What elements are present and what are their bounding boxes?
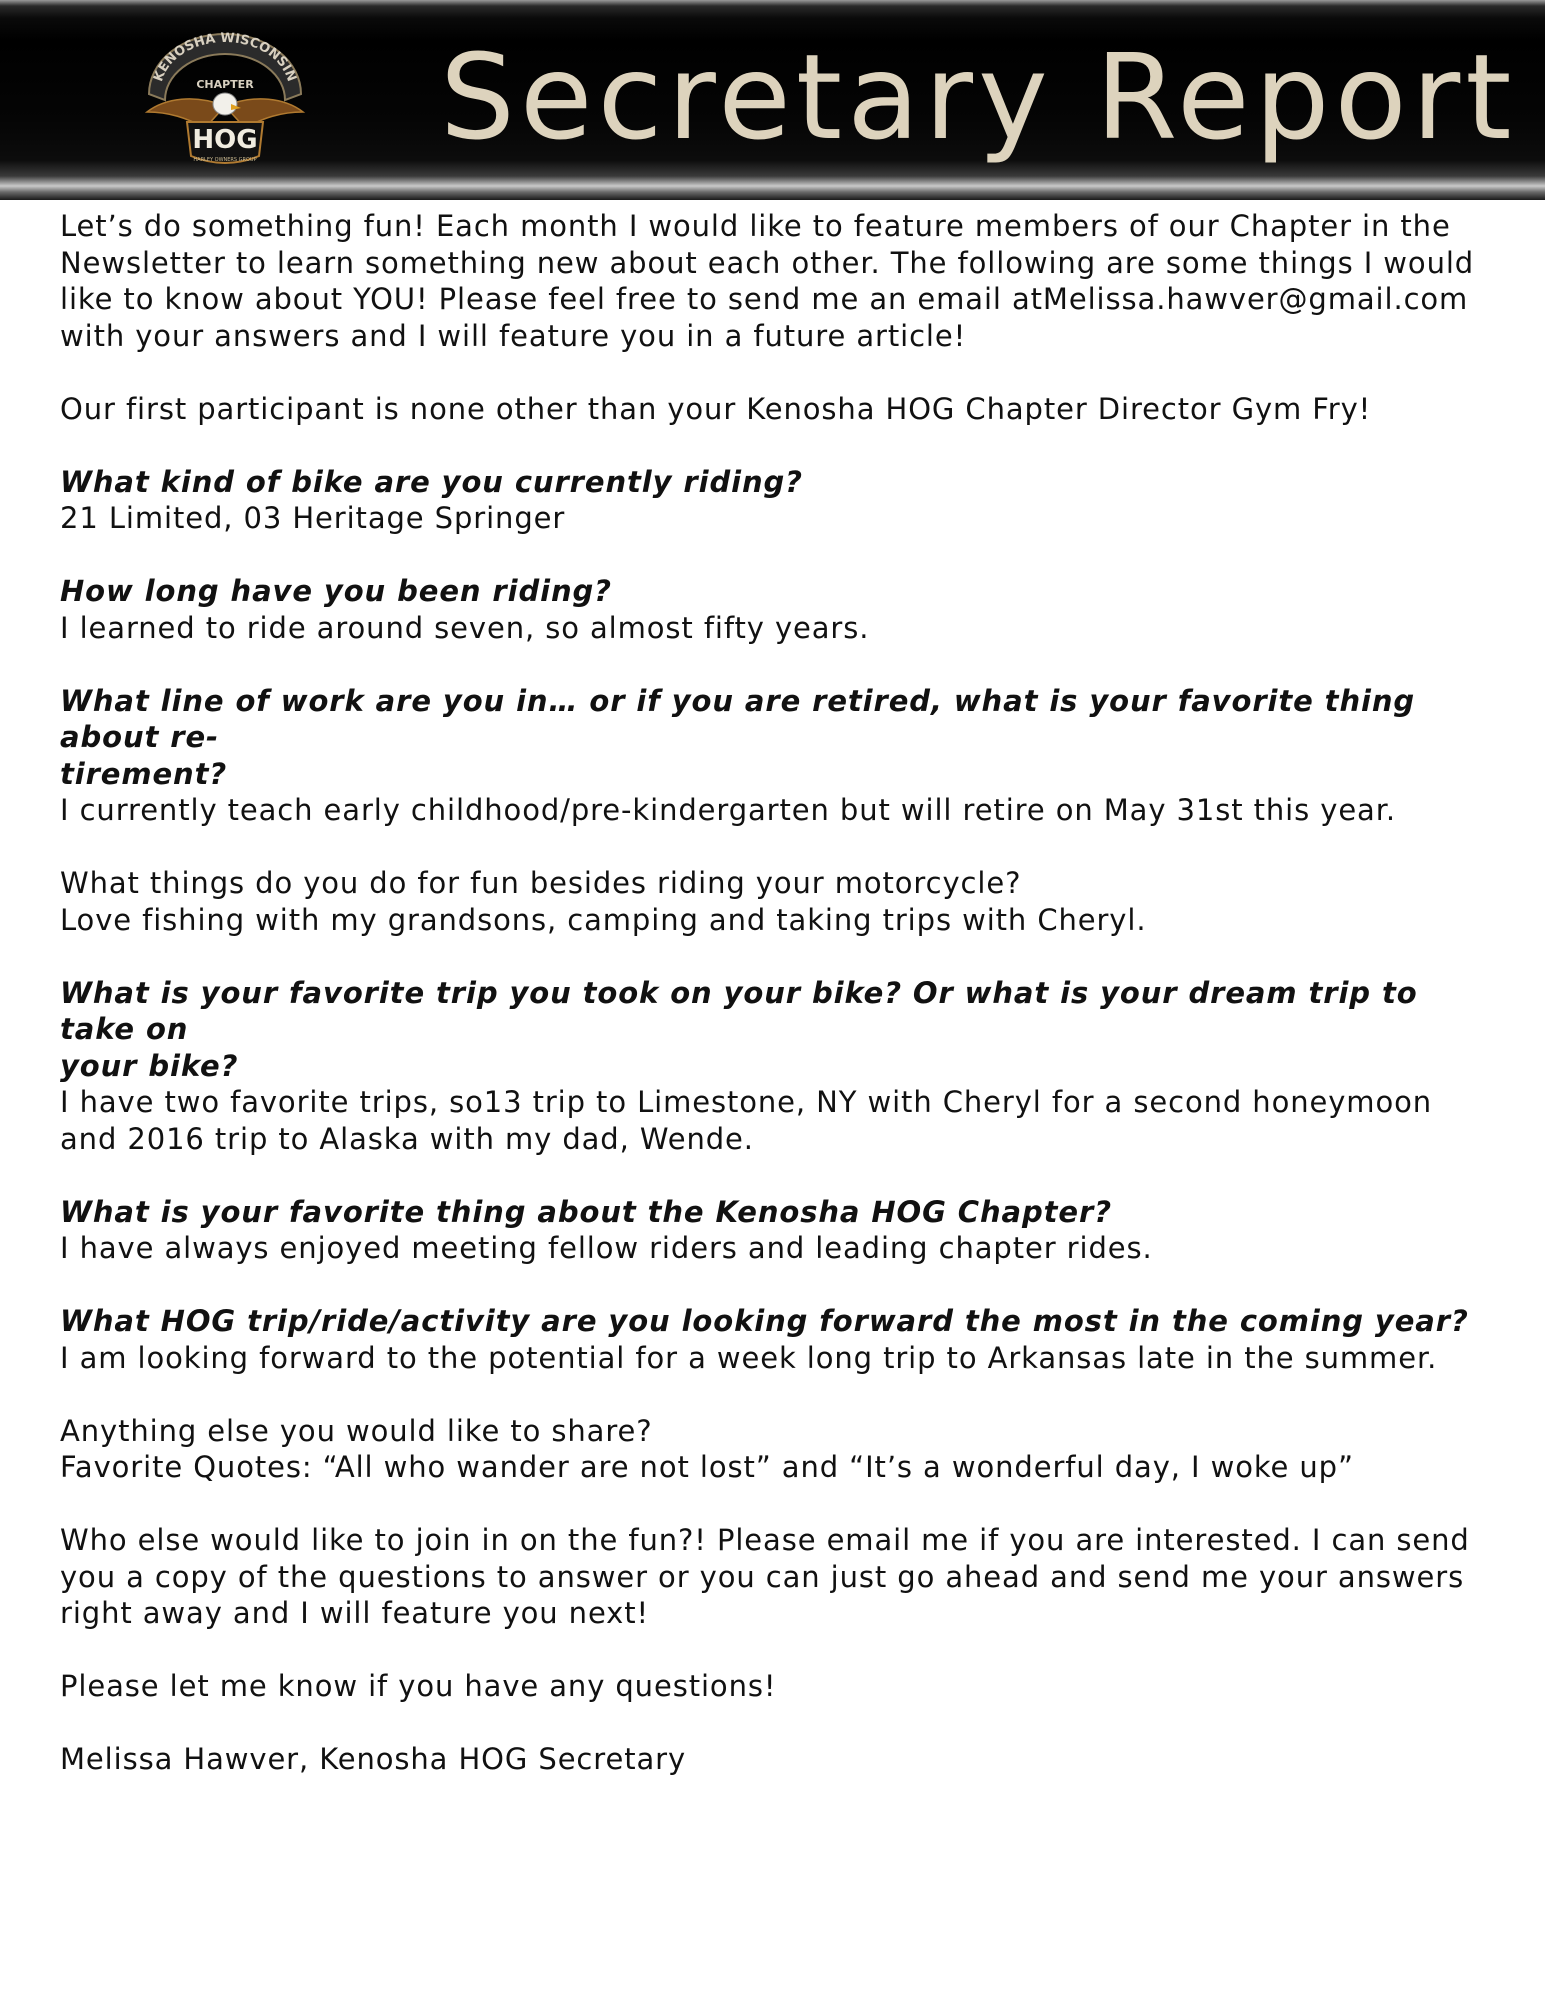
qa-item <box>60 464 1500 537</box>
answer-line: 21 Limited, 03 Heritage Springer <box>60 501 566 535</box>
answer-line: I have two favorite trips, so13 trip to Limestone, NY with Cheryl for a second honeymoon <box>60 1085 1433 1119</box>
page-title: Secretary Report <box>440 28 1517 166</box>
qa-item <box>60 683 1500 829</box>
logo-small-text: HARLEY OWNERS GROUP <box>193 157 257 163</box>
qa-list <box>60 464 1500 1486</box>
answer-line: I have always enjoyed meeting fellow riders and leading chapter rides. <box>60 1231 1153 1265</box>
answer-line: and 2016 trip to Alaska with my dad, Wende. <box>60 1121 754 1156</box>
questions-note-text: Please let me know if you have any questions! <box>60 1669 777 1703</box>
signature-text: Melissa Hawver, Kenosha HOG Secretary <box>60 1742 687 1776</box>
question-line: What HOG trip/ride/activity are you looking forward the most in the coming year? <box>60 1304 1469 1338</box>
intro-line: Let’s do something fun! Each month I would like to feature members of our Chapter in the <box>60 209 1451 243</box>
answer-line: I currently teach early childhood/pre-kindergarten but will retire on May 31st this year. <box>60 793 1397 827</box>
qa-item <box>60 865 1500 938</box>
answer-line: I learned to ride around seven, so almost fifty years. <box>60 610 870 645</box>
report-body <box>60 208 1500 1814</box>
questions-note <box>60 1668 1500 1705</box>
question-line: your bike? <box>60 1048 239 1083</box>
qa-item <box>60 1194 1500 1267</box>
logo-sub-text: CHAPTER <box>196 78 254 91</box>
qa-item <box>60 573 1500 646</box>
question-line: What is your favorite thing about the Kenosha HOG Chapter? <box>60 1194 1112 1229</box>
intro-paragraph <box>60 208 1500 354</box>
signature <box>60 1741 1500 1778</box>
question-line: What is your favorite trip you took on your bike? Or what is your dream trip to take on <box>60 975 1418 1046</box>
closing-line: right away and I will feature you next! <box>60 1596 650 1630</box>
closing-paragraph <box>60 1522 1500 1632</box>
intro-line: with your answers and I will feature you in a future article! <box>60 318 967 353</box>
question-line: What kind of bike are you currently riding? <box>60 464 803 499</box>
question-line: tirement? <box>60 756 228 791</box>
intro-line: like to know about YOU! Please feel free to send me an email atMelissa.hawver@gmail.com <box>60 282 1469 316</box>
qa-item <box>60 1303 1500 1376</box>
question-line: What line of work are you in… or if you are retired, what is your favorite thing about re- <box>60 683 1416 754</box>
closing-line: you a copy of the questions to answer or you can just go ahead and send me your answers <box>60 1559 1465 1594</box>
question-line: What things do you do for fun besides riding your motorcycle? <box>60 866 1022 900</box>
answer-line: Favorite Quotes: “All who wander are not lost” and “It’s a wonderful day, I woke up” <box>60 1450 1354 1484</box>
question-line: How long have you been riding? <box>60 574 612 608</box>
participant-intro-text: Our first participant is none other than your Kenosha HOG Chapter Director Gym Fry! <box>60 391 1372 426</box>
participant-intro <box>60 391 1500 428</box>
answer-line: Love fishing with my grandsons, camping and taking trips with Cheryl. <box>60 902 1147 937</box>
logo-brand-text: HOG <box>192 125 258 155</box>
header-banner <box>0 0 1545 200</box>
logo-arc-text: KENOSHA WISCONSIN <box>151 30 299 84</box>
closing-line: Who else would like to join in on the fun?! Please email me if you are interested. I can send <box>60 1523 1470 1557</box>
qa-item <box>60 975 1500 1158</box>
answer-line: I am looking forward to the potential for a week long trip to Arkansas late in the summer. <box>60 1340 1438 1375</box>
kenosha-hog-chapter-logo <box>135 28 315 173</box>
question-line: Anything else you would like to share? <box>60 1413 653 1448</box>
intro-line: Newsletter to learn something new about each other. The following are some things I would <box>60 245 1475 280</box>
qa-item <box>60 1413 1500 1486</box>
